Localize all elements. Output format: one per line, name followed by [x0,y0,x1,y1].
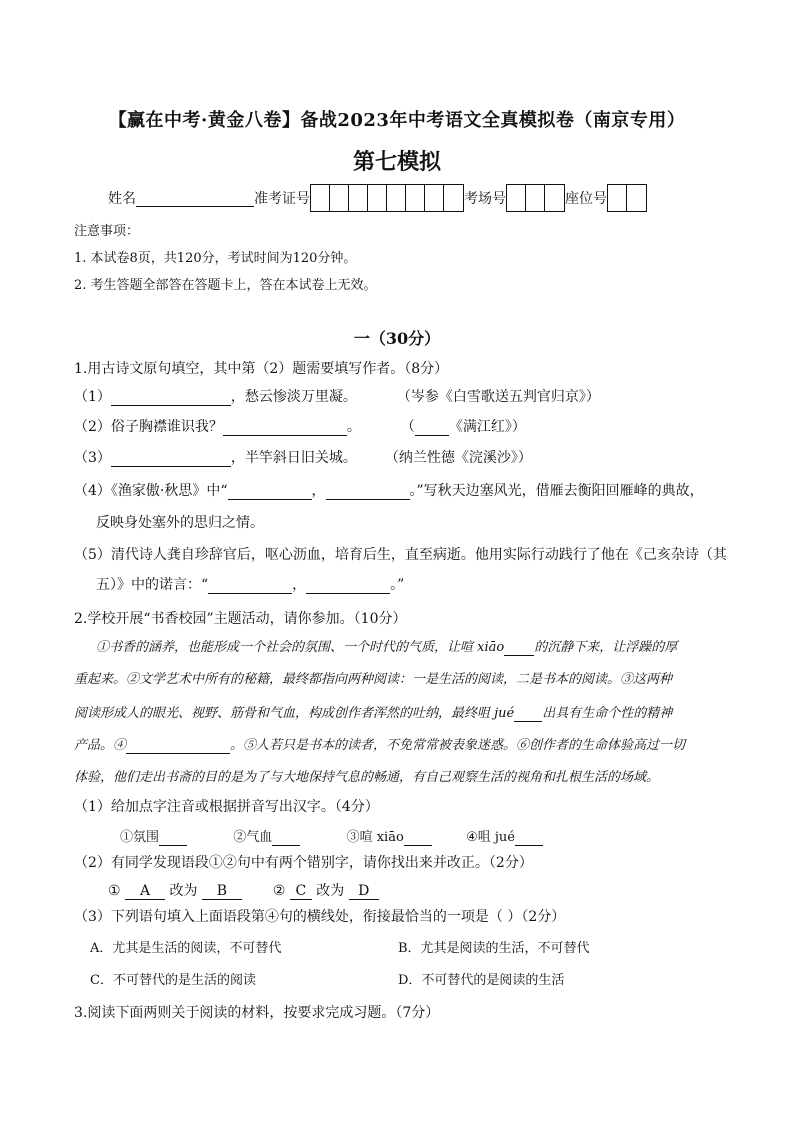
room-label: 考场号 [464,191,506,207]
q2-sub2: （2）有同学发现语段①②句中有两个错别字，请你找出来并改正。（2分） [74,855,533,871]
exam-no-boxes[interactable] [310,184,464,212]
blank[interactable] [326,483,410,500]
author-blank[interactable] [415,419,449,436]
q2-passage-line: 重起来。②文学艺术中所有的秘籍，最终都指向两种阅读：一是生活的阅读，二是书本的阅读。③这两种 [74,672,673,687]
blank[interactable] [306,577,390,594]
q2-sub3: （3）下列语句填入上面语段第④句的横线处，衔接最恰当的一项是（ ）（2分） [74,909,566,925]
q1-line-5b: 五）》中的诺言：“ ， 。” [96,577,405,593]
blank[interactable] [126,738,230,754]
exam-no-label: 准考证号 [254,191,310,207]
q1-line-5: （5）清代诗人龚自珍辞官后，呕心沥血，培育后生，直至病逝。他用实际行动践行了他在《己亥杂诗（其 [74,547,727,563]
blank[interactable] [504,640,534,656]
name-label: 姓名 [108,191,136,207]
blank[interactable] [228,483,312,500]
q3-stem: 3.阅读下面两则关于阅读的材料，按要求完成习题。（7分） [74,1005,440,1021]
page-title: 【赢在中考·黄金八卷】备战2023年中考语文全真模拟卷（南京专用） [108,110,686,131]
name-field[interactable] [136,190,254,207]
q1-line-4b: 反映身处塞外的思归之情。 [96,515,264,531]
seat-boxes[interactable] [607,184,647,212]
q1-stem: 1.用古诗文原句填空，其中第（2）题需要填写作者。（8分） [74,361,449,377]
q2-passage-line: 产品。④ 。⑤人若只是书本的读者，不免常常被表象迷惑。⑥创作者的生命体验高过一切 [74,738,686,753]
blank[interactable] [514,706,542,722]
section-heading: 一（30分） [353,329,441,348]
q2-stem: 2.学校开展“书香校园”主题活动，请你参加。（10分） [74,611,407,627]
q2-passage-line: 体验，他们走出书斋的目的是为了与大地保持气息的畅通，有自己观察生活的视角和扎根生活的场域。 [74,770,660,785]
blank[interactable] [111,389,231,406]
q1-line-2: （2）俗子胸襟谁识我？ 。 （ 《满江红》） [74,419,526,435]
q2-passage-line: 阅读形成人的眼光、视野、筋骨和气血，构成创作者浑然的吐纳，最终咀 jué 出具有生命个性的精神 [74,706,673,721]
blank[interactable] [208,577,292,594]
blank[interactable] [223,419,347,436]
q2-sub1-items: ①氛围 ②气血 ③喧 xiāo ④咀 jué [120,826,543,846]
page-subtitle: 第七模拟 [352,149,441,175]
q2-sub1: （1）给加点字注音或根据拼音写出汉字。（4分） [74,799,379,815]
option-c[interactable]: C．不可替代的是生活的阅读 [90,973,256,988]
q1-line-4: （4）《渔家傲·秋思》中“ ， 。”写秋天边塞风光，借雁去衡阳回雁峰的典故， [74,483,704,499]
q2-passage-line: ①书香的涵养，也能形成一个社会的氛围、一个时代的气质，让喧 xiāo 的沉静下来，让浮躁的厚 [96,640,678,655]
blank[interactable] [404,830,432,846]
q1-line-1: （1） ，愁云惨淡万里凝。 （岑参《白雪歌送五判官归京》） [74,389,600,405]
q2-sub2-answer: ① A 改为 B ② C 改为 D [108,880,379,900]
notes-item: 1. 本试卷8页，共120分，考试时间为120分钟。 [74,251,357,266]
room-boxes[interactable] [506,184,565,212]
notes-heading: 注意事项： [74,224,140,239]
option-b[interactable]: B．尤其是阅读的生活，不可替代 [398,941,590,956]
option-a[interactable]: A．尤其是生活的阅读，不可替代 [90,941,282,956]
q1-line-3: （3） ，半竿斜日旧关城。 （纳兰性德《浣溪沙》） [74,450,532,466]
blank[interactable] [159,830,187,846]
option-d[interactable]: D．不可替代的是阅读的生活 [398,973,565,988]
seat-label: 座位号 [565,191,607,207]
candidate-info-row [108,184,647,212]
blank[interactable] [272,830,300,846]
blank[interactable] [111,450,231,467]
notes-item: 2. 考生答题全部答在答题卡上，答在本试卷上无效。 [74,278,377,293]
blank[interactable] [515,830,543,846]
